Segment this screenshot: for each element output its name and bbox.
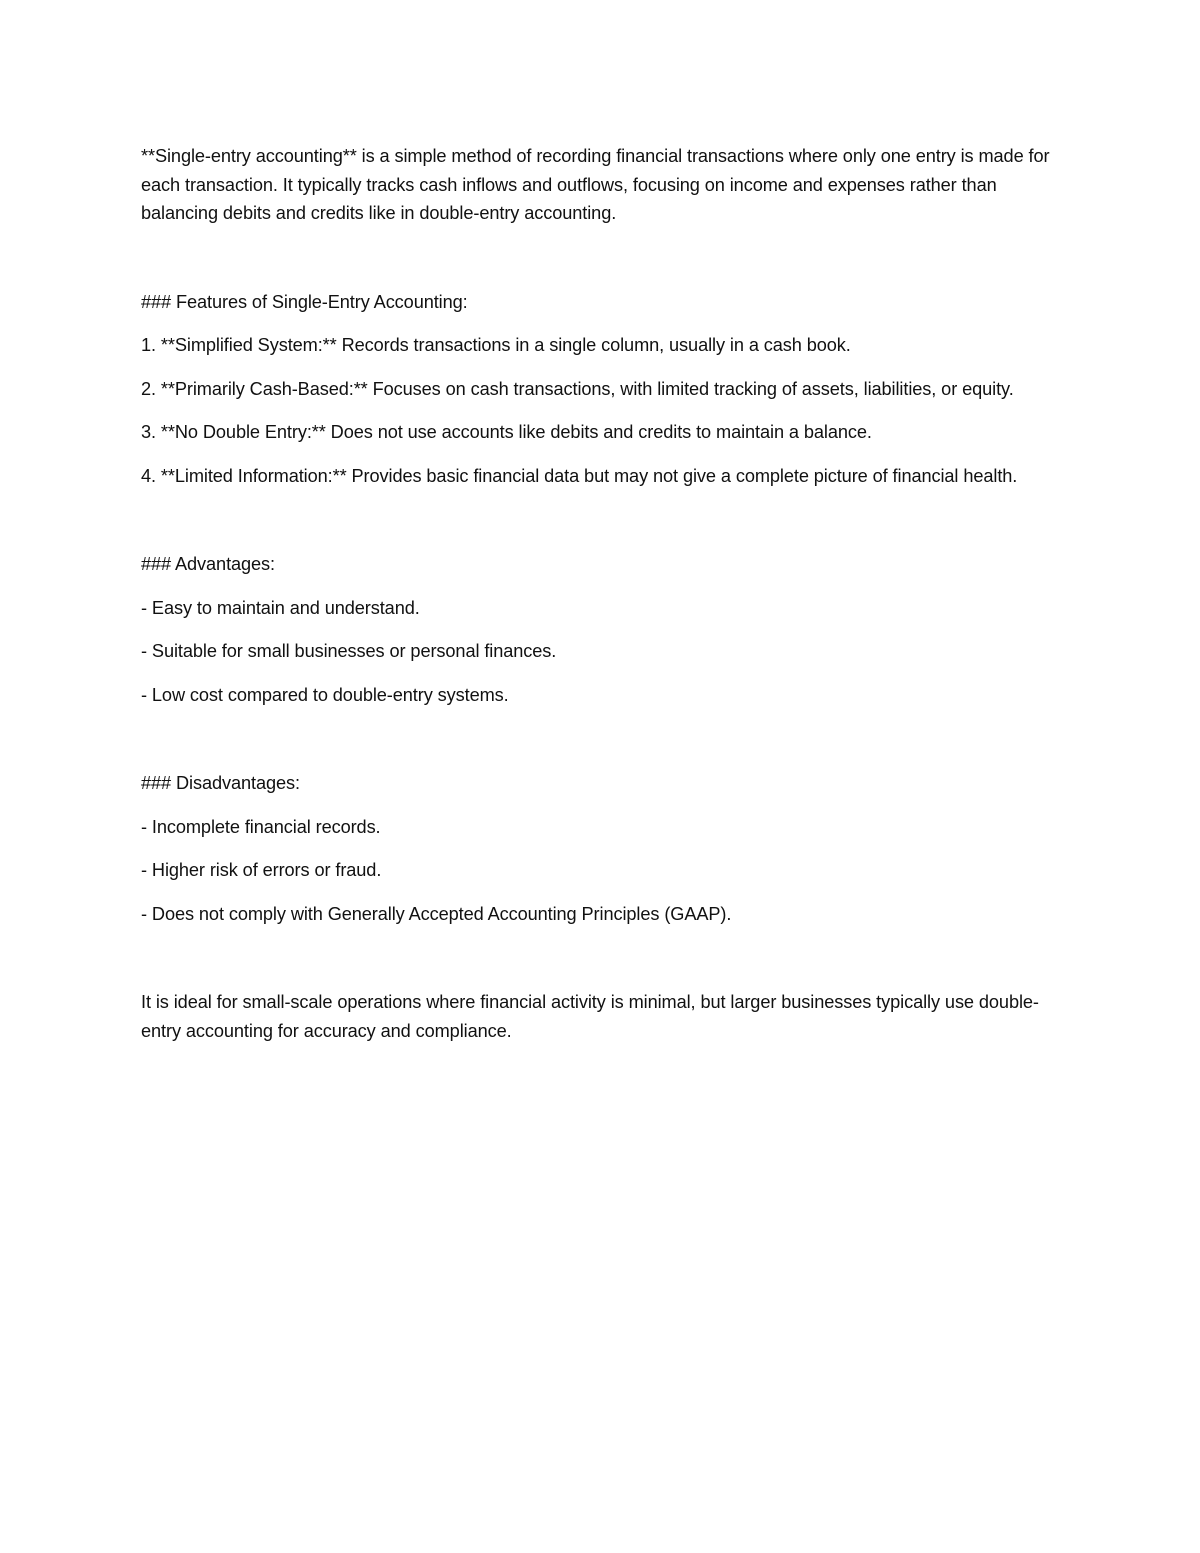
closing-paragraph: It is ideal for small-scale operations where financial activity is minimal, but larger businesses typically use double-entry accounting for accuracy and compliance.: [141, 992, 1039, 1041]
advantage-item: - Easy to maintain and understand.: [141, 597, 420, 618]
disadvantages-heading: ### Disadvantages:: [141, 773, 300, 793]
feature-item: 1. **Simplified System:** Records transactions in a single column, usually in a cash book.: [141, 335, 851, 355]
advantages-heading: ### Advantages:: [141, 554, 276, 574]
feature-item: 4. **Limited Information:** Provides basic financial data but may not give a complete picture of financial health.: [141, 465, 1018, 486]
disadvantage-item: - Incomplete financial records.: [141, 816, 381, 837]
intro-paragraph: **Single-entry accounting** is a simple method of recording financial transactions where only one entry is made for each transaction. It typically tracks cash inflows and outflows, focusing on income and expenses rather than balancing debits and credits like in double-entry accounting.: [141, 146, 1050, 223]
disadvantage-item: - Does not comply with Generally Accepted Accounting Principles (GAAP).: [141, 903, 732, 924]
features-heading: ### Features of Single-Entry Accounting:: [141, 291, 468, 312]
disadvantage-item: - Higher risk of errors or fraud.: [141, 860, 382, 880]
document-body: [141, 142, 1059, 1045]
advantage-item: - Suitable for small businesses or personal finances.: [141, 641, 557, 661]
advantage-item: - Low cost compared to double-entry systems.: [141, 684, 509, 705]
feature-item: 2. **Primarily Cash-Based:** Focuses on cash transactions, with limited tracking of assets, liabilities, or equity.: [141, 378, 1014, 399]
feature-item: 3. **No Double Entry:** Does not use accounts like debits and credits to maintain a balance.: [141, 422, 872, 442]
